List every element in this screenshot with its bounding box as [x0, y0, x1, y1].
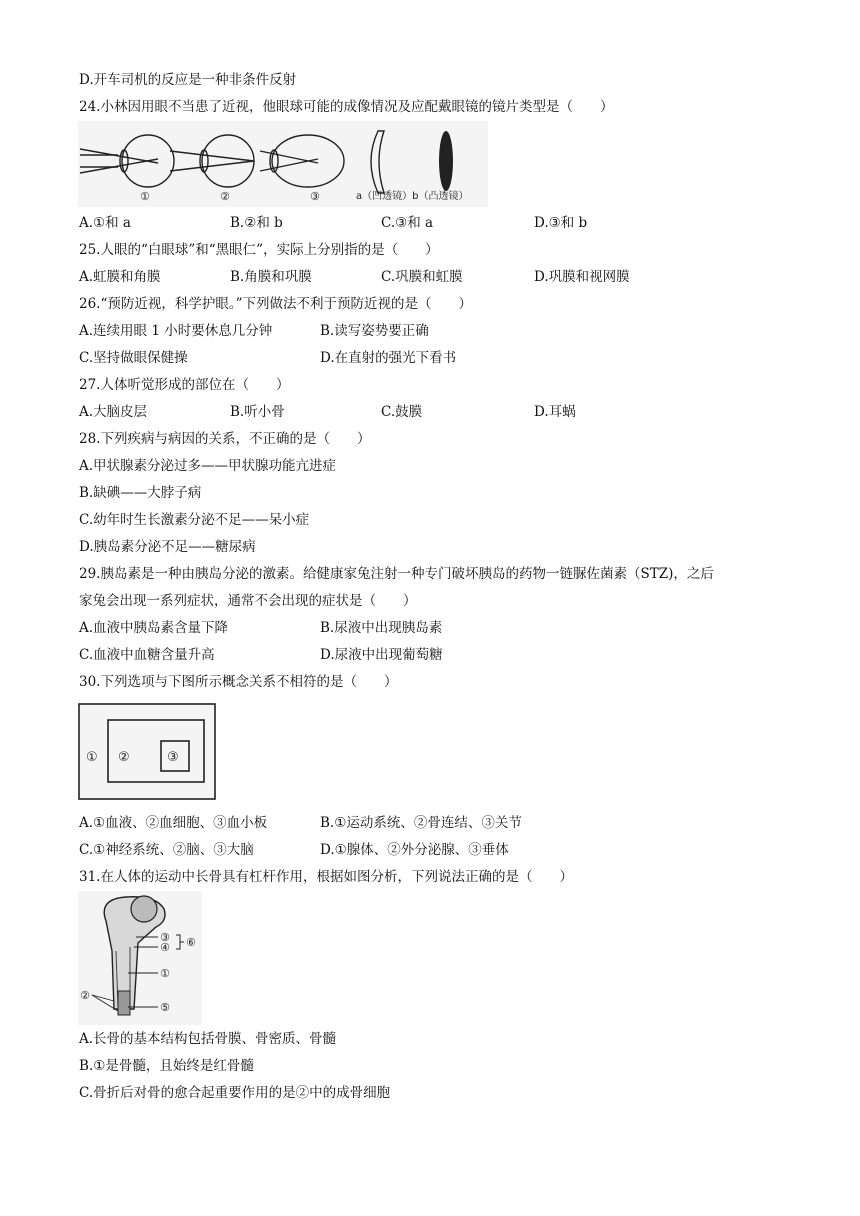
q31-option-b: B.①是骨髓，且始终是红骨髓 [79, 1058, 254, 1074]
q25-option-c: C.巩膜和虹膜 [381, 269, 463, 285]
q25-option-d: D.巩膜和视网膜 [534, 269, 630, 285]
q26-option-b: B.读写姿势要正确 [320, 323, 429, 339]
bone-label-2: ② [80, 989, 90, 1002]
concept-label-2: ② [118, 750, 130, 765]
q30-nested-concept-figure [78, 703, 218, 805]
q26-option-d: D.在直射的强光下看书 [320, 350, 457, 366]
q29-option-b: B.尿液中出现胰岛素 [320, 620, 443, 636]
q29-option-d: D.尿液中出现葡萄糖 [320, 647, 443, 663]
bone-label-5: ⑤ [160, 1001, 170, 1014]
bone-label-6: ⑥ [186, 936, 196, 949]
bone-label-1: ① [160, 967, 170, 980]
q26-option-c: C.坚持做眼保健操 [79, 350, 188, 366]
convex-lens [439, 131, 453, 191]
q25-option-b: B.角膜和巩膜 [230, 269, 312, 285]
q30-stem: 30.下列选项与下图所示概念关系不相符的是（ ） [79, 674, 398, 690]
eye3-label: ③ [310, 190, 320, 203]
q24-option-c: C.③和 a [381, 215, 434, 231]
q25-stem: 25.人眼的“白眼球”和“黑眼仁”，实际上分别指的是（ ） [79, 242, 439, 258]
q27-option-a: A.大脑皮层 [79, 404, 148, 420]
q31-stem: 31.在人体的运动中长骨具有杠杆作用，根据如图分析，下列说法正确的是（ ） [79, 869, 573, 885]
bone-label-4: ④ [160, 941, 170, 954]
q24-option-b: B.②和 b [230, 215, 283, 231]
q28-stem: 28.下列疾病与病因的关系，不正确的是（ ） [79, 431, 371, 447]
q27-option-d: D.耳蜗 [534, 404, 576, 420]
q27-stem: 27.人体听觉形成的部位在（ ） [79, 377, 290, 393]
q30-option-b: B.①运动系统、②骨连结、③关节 [320, 815, 522, 831]
q24-option-d: D.③和 b [534, 215, 588, 231]
q28-option-a: A.甲状腺素分泌过多——甲状腺功能亢进症 [79, 458, 337, 474]
q31-option-c: C.骨折后对骨的愈合起重要作用的是②中的成骨细胞 [79, 1085, 391, 1101]
q28-option-c: C.幼年时生长激素分泌不足——呆小症 [79, 512, 310, 528]
q26-option-a: A.连续用眼 1 小时要休息几分钟 [79, 323, 273, 339]
lens-caption: a（凹透镜）b（凸透镜） [356, 191, 469, 202]
q27-option-b: B.听小骨 [230, 404, 285, 420]
concept-label-1: ① [86, 750, 98, 765]
q29-option-c: C.血液中血糖含量升高 [79, 647, 215, 663]
q23-option-d: D.开车司机的反应是一种非条件反射 [79, 72, 297, 88]
eye1-label: ① [140, 190, 150, 203]
bone-label-3: ③ [160, 931, 170, 944]
q30-option-c: C.①神经系统、②脑、③大脑 [79, 842, 254, 858]
q27-option-c: C.鼓膜 [381, 404, 423, 420]
concept-label-3: ③ [167, 750, 179, 765]
q25-option-a: A.虹膜和角膜 [79, 269, 161, 285]
q24-eye-lens-figure [78, 121, 488, 211]
q29-option-a: A.血液中胰岛素含量下降 [79, 620, 229, 636]
q26-stem: 26.“预防近视，科学护眼。”下列做法不利于预防近视的是（ ） [79, 296, 473, 312]
q29-stem-line2: 家兔会出现一系列症状，通常不会出现的症状是（ ） [79, 593, 417, 609]
q29-stem-line1: 29.胰岛素是一种由胰岛分泌的激素。给健康家兔注射一种专门破坏胰岛的药物一链脲佐菌素（STZ)，之后 [79, 566, 714, 582]
q31-option-a: A.长骨的基本结构包括骨膜、骨密质、骨髓 [79, 1031, 337, 1047]
q28-option-b: B.缺碘——大脖子病 [79, 485, 202, 501]
q30-option-d: D.①腺体、②外分泌腺、③垂体 [320, 842, 509, 858]
q30-option-a: A.①血液、②血细胞、③血小板 [79, 815, 268, 831]
q24-stem: 24.小林因用眼不当患了近视，他眼球可能的成像情况及应配戴眼镜的镜片类型是（ ） [79, 99, 614, 115]
eye2-label: ② [220, 190, 230, 203]
q24-option-a: A.①和 a [79, 215, 131, 231]
q31-long-bone-figure [78, 891, 202, 1029]
q28-option-d: D.胰岛素分泌不足——糖尿病 [79, 539, 256, 555]
